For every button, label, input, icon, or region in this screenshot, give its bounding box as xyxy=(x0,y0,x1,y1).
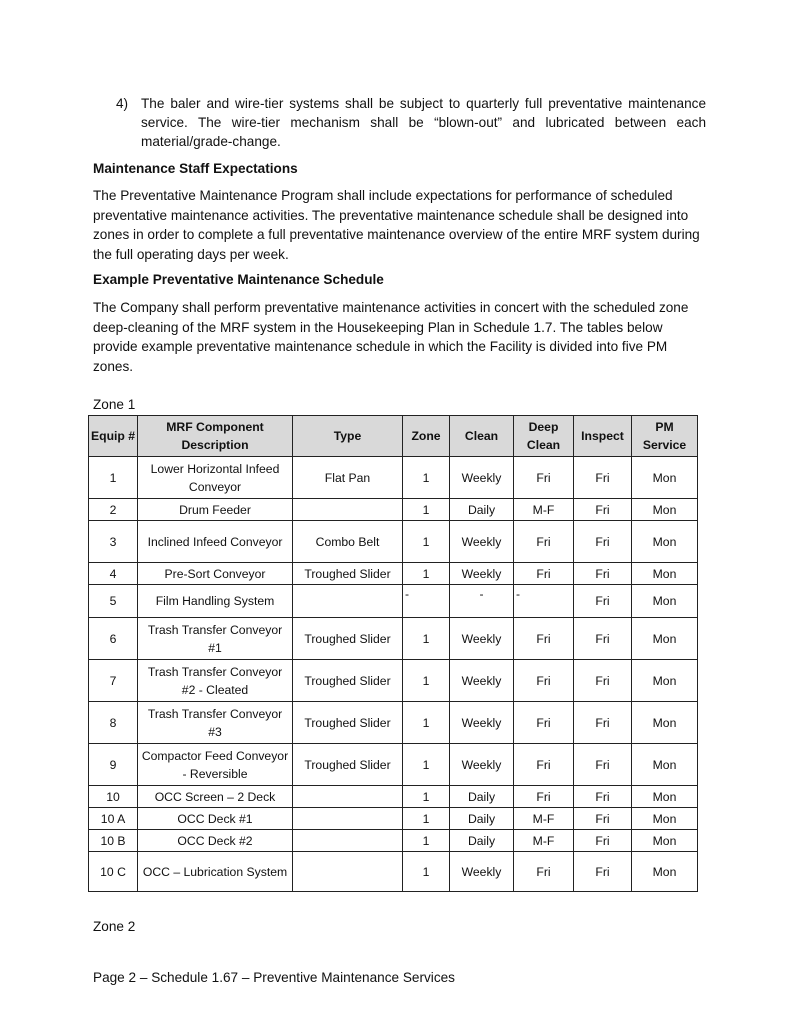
header-deep-clean: Deep Clean xyxy=(514,416,574,457)
cell-inspect: Fri xyxy=(574,786,632,808)
cell-description: Drum Feeder xyxy=(138,499,293,521)
cell-type xyxy=(293,808,403,830)
cell-equip: 8 xyxy=(89,702,138,744)
cell-description: OCC Deck #1 xyxy=(138,808,293,830)
cell-deep-clean: Fri xyxy=(514,702,574,744)
header-clean: Clean xyxy=(450,416,514,457)
cell-pm-service: Mon xyxy=(632,521,698,563)
list-item-text: The baler and wire-tier systems shall be subject to quarterly full preventative maintenance service. The wire-tier mechanism shall be “blown-out” and lubricated between each material/grade-change. xyxy=(141,96,706,149)
cell-type: Troughed Slider xyxy=(293,702,403,744)
cell-description: Inclined Infeed Conveyor xyxy=(138,521,293,563)
cell-zone: 1 xyxy=(403,457,450,499)
page-footer: Page 2 – Schedule 1.67 – Preventive Maintenance Services xyxy=(93,970,455,985)
cell-deep-clean: - xyxy=(514,585,574,618)
cell-type xyxy=(293,499,403,521)
cell-clean: Weekly xyxy=(450,563,514,585)
zone-1-label: Zone 1 xyxy=(93,397,136,412)
cell-equip: 10 A xyxy=(89,808,138,830)
cell-deep-clean: M-F xyxy=(514,808,574,830)
cell-zone: 1 xyxy=(403,521,450,563)
cell-deep-clean: Fri xyxy=(514,744,574,786)
cell-pm-service: Mon xyxy=(632,744,698,786)
cell-clean: Daily xyxy=(450,786,514,808)
cell-inspect: Fri xyxy=(574,457,632,499)
table-row xyxy=(89,660,698,702)
cell-pm-service: Mon xyxy=(632,808,698,830)
cell-pm-service: Mon xyxy=(632,852,698,892)
cell-type: Troughed Slider xyxy=(293,744,403,786)
cell-deep-clean: Fri xyxy=(514,563,574,585)
cell-clean: Weekly xyxy=(450,618,514,660)
cell-deep-clean: M-F xyxy=(514,499,574,521)
table-row xyxy=(89,585,698,618)
cell-clean: Weekly xyxy=(450,457,514,499)
header-zone: Zone xyxy=(403,416,450,457)
cell-type: Troughed Slider xyxy=(293,660,403,702)
cell-zone: 1 xyxy=(403,852,450,892)
cell-clean: Weekly xyxy=(450,852,514,892)
cell-description: Compactor Feed Conveyor - Reversible xyxy=(138,744,293,786)
cell-pm-service: Mon xyxy=(632,585,698,618)
cell-description: Trash Transfer Conveyor #1 xyxy=(138,618,293,660)
cell-description: Trash Transfer Conveyor #3 xyxy=(138,702,293,744)
cell-type: Combo Belt xyxy=(293,521,403,563)
cell-inspect: Fri xyxy=(574,744,632,786)
cell-clean: Weekly xyxy=(450,521,514,563)
list-item-4 xyxy=(116,94,706,151)
table-header-row xyxy=(89,416,698,457)
cell-clean: Weekly xyxy=(450,744,514,786)
cell-description: Film Handling System xyxy=(138,585,293,618)
cell-deep-clean: Fri xyxy=(514,786,574,808)
header-pm-service: PM Service xyxy=(632,416,698,457)
cell-type xyxy=(293,830,403,852)
cell-description: Lower Horizontal Infeed Conveyor xyxy=(138,457,293,499)
cell-description: OCC Screen – 2 Deck xyxy=(138,786,293,808)
table-row xyxy=(89,702,698,744)
cell-clean: Daily xyxy=(450,808,514,830)
header-type: Type xyxy=(293,416,403,457)
cell-deep-clean: Fri xyxy=(514,852,574,892)
cell-equip: 2 xyxy=(89,499,138,521)
cell-inspect: Fri xyxy=(574,618,632,660)
cell-inspect: Fri xyxy=(574,660,632,702)
cell-type xyxy=(293,852,403,892)
header-equip: Equip # xyxy=(89,416,138,457)
cell-zone: 1 xyxy=(403,618,450,660)
cell-zone: 1 xyxy=(403,702,450,744)
pm-schedule-table xyxy=(88,415,698,892)
table-row xyxy=(89,618,698,660)
cell-equip: 7 xyxy=(89,660,138,702)
cell-equip: 6 xyxy=(89,618,138,660)
cell-inspect: Fri xyxy=(574,563,632,585)
cell-deep-clean: M-F xyxy=(514,830,574,852)
cell-equip: 10 xyxy=(89,786,138,808)
table-body xyxy=(89,457,698,892)
cell-inspect: Fri xyxy=(574,702,632,744)
section-heading-example-schedule: Example Preventative Maintenance Schedule xyxy=(93,272,384,287)
cell-pm-service: Mon xyxy=(632,702,698,744)
cell-type: Troughed Slider xyxy=(293,563,403,585)
cell-zone: - xyxy=(403,585,450,618)
cell-type xyxy=(293,786,403,808)
cell-pm-service: Mon xyxy=(632,563,698,585)
cell-description: Trash Transfer Conveyor #2 - Cleated xyxy=(138,660,293,702)
cell-pm-service: Mon xyxy=(632,786,698,808)
cell-clean: Daily xyxy=(450,499,514,521)
cell-pm-service: Mon xyxy=(632,830,698,852)
table-row xyxy=(89,808,698,830)
cell-description: Pre-Sort Conveyor xyxy=(138,563,293,585)
cell-inspect: Fri xyxy=(574,585,632,618)
cell-pm-service: Mon xyxy=(632,457,698,499)
cell-inspect: Fri xyxy=(574,830,632,852)
cell-description: OCC Deck #2 xyxy=(138,830,293,852)
cell-description: OCC – Lubrication System xyxy=(138,852,293,892)
cell-deep-clean: Fri xyxy=(514,521,574,563)
cell-equip: 4 xyxy=(89,563,138,585)
cell-deep-clean: Fri xyxy=(514,457,574,499)
cell-clean: Daily xyxy=(450,830,514,852)
list-item-number: 4) xyxy=(116,96,129,111)
table-row xyxy=(89,852,698,892)
table-row xyxy=(89,563,698,585)
paragraph-example-schedule: The Company shall perform preventative maintenance activities in concert with the scheduled zone deep-cleaning of the MRF system in the Housekeeping Plan in Schedule 1.7. The tables below provide example preventative maintenance schedule in which the Facility is divided into five PM zones. xyxy=(93,300,689,374)
cell-deep-clean: Fri xyxy=(514,660,574,702)
table-row xyxy=(89,744,698,786)
cell-zone: 1 xyxy=(403,744,450,786)
cell-equip: 10 C xyxy=(89,852,138,892)
cell-equip: 10 B xyxy=(89,830,138,852)
paragraph-staff-expectations: The Preventative Maintenance Program shall include expectations for performance of scheduled preventative maintenance activities. The preventative maintenance schedule shall be designed into zones in order to complete a full preventative maintenance overview of the entire MRF system during the full operating days per week. xyxy=(93,188,700,262)
cell-zone: 1 xyxy=(403,830,450,852)
section-heading-staff-expectations: Maintenance Staff Expectations xyxy=(93,161,298,176)
cell-equip: 9 xyxy=(89,744,138,786)
cell-clean: - xyxy=(450,585,514,618)
cell-inspect: Fri xyxy=(574,521,632,563)
cell-inspect: Fri xyxy=(574,808,632,830)
cell-clean: Weekly xyxy=(450,660,514,702)
table-row xyxy=(89,786,698,808)
cell-zone: 1 xyxy=(403,499,450,521)
header-inspect: Inspect xyxy=(574,416,632,457)
cell-pm-service: Mon xyxy=(632,499,698,521)
table-row xyxy=(89,457,698,499)
zone-2-label: Zone 2 xyxy=(93,919,136,934)
cell-zone: 1 xyxy=(403,786,450,808)
cell-type: Flat Pan xyxy=(293,457,403,499)
table-row xyxy=(89,521,698,563)
cell-pm-service: Mon xyxy=(632,660,698,702)
cell-zone: 1 xyxy=(403,563,450,585)
cell-equip: 3 xyxy=(89,521,138,563)
cell-pm-service: Mon xyxy=(632,618,698,660)
cell-clean: Weekly xyxy=(450,702,514,744)
cell-equip: 1 xyxy=(89,457,138,499)
cell-inspect: Fri xyxy=(574,499,632,521)
cell-inspect: Fri xyxy=(574,852,632,892)
cell-zone: 1 xyxy=(403,660,450,702)
header-description: MRF Component Description xyxy=(138,416,293,457)
table-row xyxy=(89,830,698,852)
cell-zone: 1 xyxy=(403,808,450,830)
cell-type xyxy=(293,585,403,618)
cell-equip: 5 xyxy=(89,585,138,618)
table-row xyxy=(89,499,698,521)
cell-type: Troughed Slider xyxy=(293,618,403,660)
cell-deep-clean: Fri xyxy=(514,618,574,660)
